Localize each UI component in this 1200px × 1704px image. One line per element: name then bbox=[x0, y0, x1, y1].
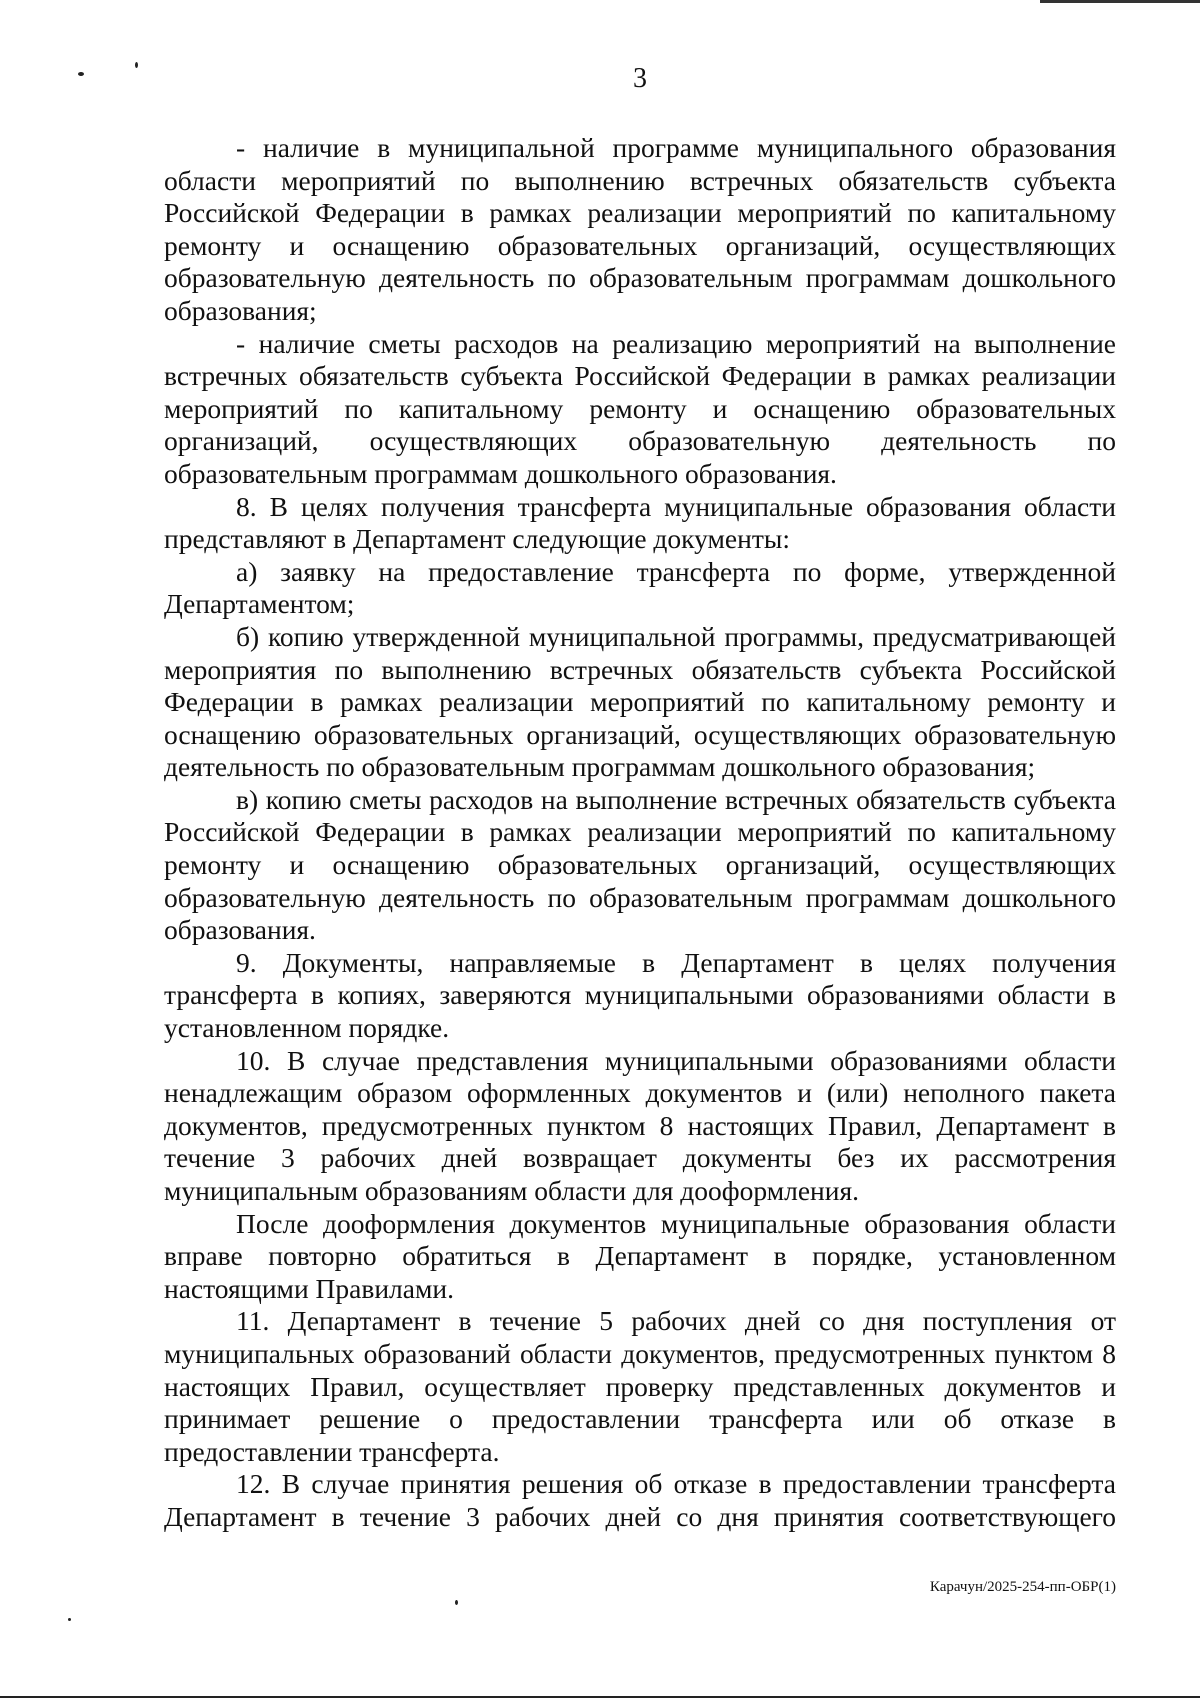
paragraph-item-10-continuation: После дооформления документов муниципальные образования области вправе повторно обратиться в Департамент в порядке, установленном настоящими Правилами. bbox=[164, 1207, 1116, 1304]
paragraph-item-12: 12. В случае принятия решения об отказе в предоставлении трансферта Департамент в течение 3 рабочих дней со дня принятия соответствующего bbox=[164, 1468, 1116, 1532]
paragraph-item-10: 10. В случае представления муниципальными образованиями области ненадлежащим образом оформленных документов и (или) неполного пакета документов, предусмотренных пунктом 8 настоящих Правил, Департамент в течение 3 рабочих дней возвращает документы без их рассмотрения муниципальным образованиям области для дооформления. bbox=[164, 1044, 1116, 1206]
paragraph-item-9: 9. Документы, направляемые в Департамент в целях получения трансферта в копиях, заверяются муниципальными образованиями области в установленном порядке. bbox=[164, 946, 1116, 1044]
scan-top-edge bbox=[1040, 0, 1200, 3]
document-code: Карачун/2025-254-пп-ОБР(1) bbox=[929, 1579, 1116, 1595]
scan-speck bbox=[68, 1618, 71, 1621]
paragraph-item-8: 8. В целях получения трансферта муниципальные образования области представляют в Департамент следующие документы: bbox=[164, 490, 1116, 555]
scan-speck bbox=[455, 1600, 458, 1605]
document-body bbox=[164, 132, 1116, 1534]
scan-bottom-edge bbox=[0, 1696, 1200, 1704]
paragraph-cost-estimate: - наличие сметы расходов на реализацию мероприятий на выполнение встречных обязательств субъекта Российской Федерации в рамках реализации мероприятий по капитальному ремонту и оснащению образовательных организаций, осуществляющих образовательную деятельность по образовательным программам дошкольного образования. bbox=[164, 327, 1116, 489]
paragraph-item-11: 11. Департамент в течение 5 рабочих дней со дня поступления от муниципальных образований области документов, предусмотренных пунктом 8 настоящих Правил, осуществляет проверку представленных документов и принимает решение о предоставлении трансферта или об отказе в предоставлении трансферта. bbox=[164, 1305, 1116, 1467]
paragraph-item-8b: б) копию утвержденной муниципальной программы, предусматривающей мероприятия по выполнению встречных обязательств субъекта Российской Федерации в рамках реализации мероприятий по капитальному ремонту и оснащению образовательных организаций, осуществляющих образовательную деятельность по образовательным программам дошкольного образования; bbox=[164, 620, 1116, 783]
paragraph-municipal-program: - наличие в муниципальной программе муниципального образования области мероприятий по выполнению встречных обязательств субъекта Российской Федерации в рамках реализации мероприятий по капитальному ремонту и оснащению образовательных организаций, осуществляющих образовательную деятельность по образовательным программам дошкольного образования; bbox=[164, 132, 1116, 326]
paragraph-item-8a: а) заявку на предоставление трансферта по форме, утвержденной Департаментом; bbox=[164, 555, 1116, 620]
page-number: 3 bbox=[633, 63, 647, 94]
paragraph-item-8v: в) копию сметы расходов на выполнение встречных обязательств субъекта Российской Федерации в рамках реализации мероприятий по капитальному ремонту и оснащению образовательных организаций, осуществляющих образовательную деятельность по образовательным программам дошкольного образования. bbox=[164, 783, 1116, 946]
